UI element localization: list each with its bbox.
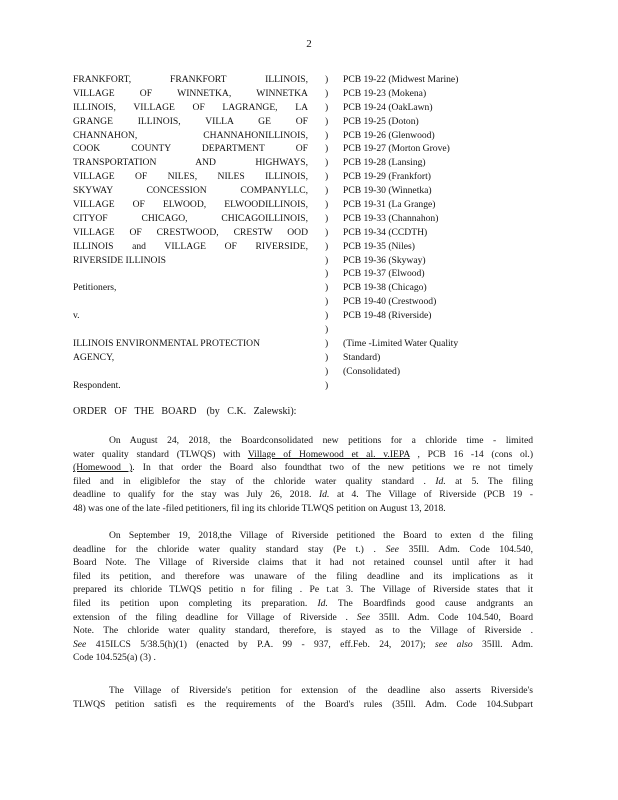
caption-paren: ) bbox=[325, 268, 329, 280]
caption-paren: ) bbox=[325, 74, 329, 85]
caption-paren: ) bbox=[325, 87, 329, 99]
caption-case-number-line: Standard) bbox=[343, 351, 381, 363]
italic-cite: Id. bbox=[318, 489, 330, 501]
order-heading: ORDER OF THE BOARD (by C.K. Zalewski): bbox=[73, 406, 297, 417]
text: . In that order the Board also foundthat two of the new petitions we re not timely bbox=[132, 462, 533, 474]
caption-parties bbox=[73, 73, 308, 392]
caption-case-number-line bbox=[343, 323, 533, 337]
caption-paren: ) bbox=[325, 365, 329, 377]
caption-case-number-line: PCB 19-38 (Chicago) bbox=[343, 282, 427, 294]
caption-case-number-line: PCB 19-30 (Winnetka) bbox=[343, 185, 432, 197]
p2-line: prepared its chloride TLWQS petitio n for filing . Pe t.at 3. The Village of Riverside states that it bbox=[73, 584, 533, 596]
caption-party-line: VILLAGE OF NILES, NILES ILLINOIS, bbox=[73, 171, 308, 183]
caption-case-number-line: (Consolidated) bbox=[343, 365, 401, 377]
caption-case-number-line: PCB 19-27 (Morton Grove) bbox=[343, 143, 450, 155]
caption-party-line: v. bbox=[73, 310, 80, 322]
caption-paren: ) bbox=[325, 337, 329, 349]
text: The Boardfinds good cause andgrants an bbox=[327, 597, 533, 609]
page-number: 2 bbox=[306, 38, 312, 50]
paragraph-2 bbox=[73, 529, 533, 665]
caption-party-line bbox=[73, 267, 308, 281]
p2-line: On September 19, 2018,the Village of Riverside petitioned the Board to exten d the filing bbox=[109, 530, 533, 541]
caption-paren: ) bbox=[325, 324, 329, 336]
p2-line: Note. The chloride water quality standard, therefore, is stayed as to the Village of Riverside . bbox=[73, 625, 533, 637]
italic-cite: Id. bbox=[435, 475, 446, 487]
caption-paren: ) bbox=[325, 226, 329, 238]
caption-case-number-line: PCB 19-33 (Channahon) bbox=[343, 212, 439, 224]
p2-line: filed its petition, and therefore was unaware of the filing deadline and its implications as it bbox=[73, 570, 533, 582]
caption-paren: ) bbox=[325, 351, 329, 363]
caption-party-line: VILLAGE OF WINNETKA, WINNETKA bbox=[73, 87, 308, 99]
p2-line bbox=[73, 597, 533, 611]
caption-party-line: ILLINOIS ENVIRONMENTAL PROTECTION bbox=[73, 337, 260, 349]
caption-party-line: Respondent. bbox=[73, 379, 121, 391]
caption-case-number-line: PCB 19-29 (Frankfort) bbox=[343, 171, 431, 183]
text: 415ILCS 5/38.5(h)(1) (enacted by P.A. 99 - 937, eff.Feb. 24, 2017); bbox=[86, 638, 436, 650]
caption-case-number-line: PCB 19-22 (Midwest Marine) bbox=[343, 74, 459, 85]
caption-party-line: COOK COUNTY DEPARTMENT OF bbox=[73, 143, 308, 155]
caption-party-line: AGENCY, bbox=[73, 351, 115, 363]
text: filed its petition upon completing its preparation. bbox=[73, 597, 318, 609]
caption-paren: ) bbox=[325, 143, 329, 155]
caption-case-number-line: PCB 19-40 (Crestwood) bbox=[343, 296, 437, 308]
p3-line: The Village of Riverside's petition for extension of the deadline also asserts Riverside's bbox=[109, 685, 533, 696]
caption-case-number-line: PCB 19-48 (Riverside) bbox=[343, 310, 432, 322]
caption-party-line: SKYWAY CONCESSION COMPANYLLC, bbox=[73, 185, 308, 197]
case-citation-link: Village of Homewood et al. v.IEPA bbox=[247, 448, 410, 460]
caption-party-line: Petitioners, bbox=[73, 282, 117, 294]
caption-paren: ) bbox=[325, 171, 329, 183]
caption-party-line: VILLAGE OF CRESTWOOD, CRESTW OOD bbox=[73, 226, 308, 238]
text: extension of the filing deadline for Village of Riverside . bbox=[73, 611, 357, 623]
text: 35Ill. Adm. Code 104.540, bbox=[398, 543, 533, 555]
caption-case-number-line: PCB 19-37 (Elwood) bbox=[343, 268, 425, 280]
caption-parentheses bbox=[325, 73, 335, 392]
text: 35Ill. Adm. Code 104.540, Board bbox=[370, 611, 533, 623]
caption-paren: ) bbox=[325, 101, 329, 113]
p2-line: Board Note. The Village of Riverside claims that it had not retained counsel until after it had bbox=[73, 557, 533, 569]
caption-case-numbers bbox=[343, 73, 533, 392]
caption-party-line: ILLINOIS, VILLAGE OF LAGRANGE, LA bbox=[73, 101, 308, 113]
caption-paren: ) bbox=[325, 282, 329, 294]
caption-party-line bbox=[73, 323, 308, 337]
caption-case-number-line: PCB 19-36 (Skyway) bbox=[343, 254, 426, 266]
caption-case-number-line bbox=[343, 379, 533, 393]
caption-paren: ) bbox=[325, 296, 329, 308]
italic-cite: See bbox=[385, 543, 399, 555]
text: 35Ill. Adm. bbox=[472, 638, 533, 650]
caption-party-line: ILLINOIS and VILLAGE OF RIVERSIDE, bbox=[73, 240, 308, 252]
p1-line bbox=[73, 461, 533, 475]
p1-line: 48) was one of the late -filed petitioners, fil ing its chloride TLWQS petition on August 13, 2018. bbox=[73, 502, 446, 514]
text: , PCB 16 -14 (cons ol.) bbox=[409, 448, 534, 460]
caption-paren: ) bbox=[325, 310, 329, 322]
paragraph-3 bbox=[73, 684, 533, 711]
caption-paren: ) bbox=[325, 199, 329, 211]
p2-line: Code 104.525(a) (3) . bbox=[73, 652, 156, 664]
text: deadline to qualify for the stay was July 26, 2018. bbox=[73, 489, 319, 501]
text: water quality standard (TLWQS) with bbox=[73, 448, 248, 460]
caption-case-number-line: (Time -Limited Water Quality bbox=[343, 337, 459, 349]
p2-line bbox=[73, 611, 533, 625]
p1-line: On August 24, 2018, the Boardconsolidated new petitions for a chloride time - limited bbox=[109, 435, 533, 446]
caption-case-number-line: PCB 19-28 (Lansing) bbox=[343, 157, 426, 169]
caption-paren: ) bbox=[325, 157, 329, 169]
caption-paren: ) bbox=[325, 254, 329, 266]
text: filed and in eligiblefor the stay of the chloride water quality standard . bbox=[73, 475, 436, 487]
p2-line bbox=[73, 543, 533, 557]
p2-line bbox=[73, 638, 533, 652]
italic-cite: See bbox=[73, 638, 87, 650]
text: deadline for the chloride water quality standard stay (Pe t.) . bbox=[73, 543, 386, 555]
caption-paren: ) bbox=[325, 212, 329, 224]
caption-paren: ) bbox=[325, 240, 329, 252]
p3-line: TLWQS petition satisfi es the requirements of the Board's rules (35Ill. Adm. Code 104.Subpart bbox=[73, 698, 533, 710]
caption-case-number-line: PCB 19-24 (OakLawn) bbox=[343, 101, 433, 113]
p1-line bbox=[73, 475, 533, 489]
caption-party-line: CITYOF CHICAGO, CHICAGOILLINOIS, bbox=[73, 212, 308, 224]
paragraph-1 bbox=[73, 434, 533, 516]
p1-line bbox=[73, 488, 533, 502]
caption-party-line bbox=[73, 295, 308, 309]
text: at 4. The Village of Riverside (PCB 19 - bbox=[329, 489, 533, 501]
caption-paren: ) bbox=[325, 379, 329, 391]
caption-party-line: CHANNAHON, CHANNAHONILLINOIS, bbox=[73, 129, 308, 141]
caption-party-line: TRANSPORTATION AND HIGHWAYS, bbox=[73, 157, 308, 169]
text: at 5. The filing bbox=[445, 475, 533, 487]
caption-party-line: FRANKFORT, FRANKFORT ILLINOIS, bbox=[73, 74, 308, 85]
caption-case-number-line: PCB 19-35 (Niles) bbox=[343, 240, 415, 252]
caption-party-line: VILLAGE OF ELWOOD, ELWOODILLINOIS, bbox=[73, 199, 308, 211]
caption-paren: ) bbox=[325, 185, 329, 197]
caption-paren: ) bbox=[325, 115, 329, 127]
caption-paren: ) bbox=[325, 129, 329, 141]
italic-cite: see also bbox=[435, 638, 473, 650]
caption-case-number-line: PCB 19-31 (La Grange) bbox=[343, 199, 436, 211]
caption-case-number-line: PCB 19-25 (Doton) bbox=[343, 115, 419, 127]
caption-case-number-line: PCB 19-23 (Mokena) bbox=[343, 87, 427, 99]
caption-party-line: RIVERSIDE ILLINOIS bbox=[73, 254, 166, 266]
caption-party-line bbox=[73, 365, 308, 379]
caption-case-number-line: PCB 19-26 (Glenwood) bbox=[343, 129, 435, 141]
p1-line bbox=[73, 448, 533, 462]
caption-party-line: GRANGE ILLINOIS, VILLA GE OF bbox=[73, 115, 308, 127]
italic-cite: Id. bbox=[317, 597, 328, 609]
case-short-name: (Homewood ) bbox=[73, 462, 133, 474]
caption-case-number-line: PCB 19-34 (CCDTH) bbox=[343, 226, 428, 238]
italic-cite: See bbox=[356, 611, 371, 623]
